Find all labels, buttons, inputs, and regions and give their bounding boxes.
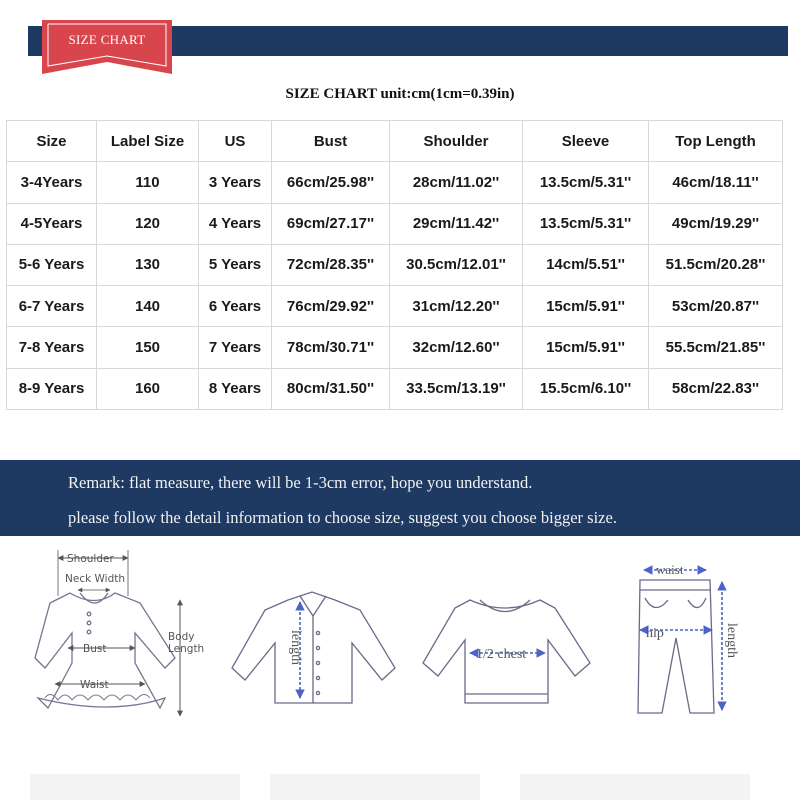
- column-header: Shoulder: [390, 121, 523, 162]
- column-header: Size: [7, 121, 97, 162]
- remark-advice-text: please follow the detail information to choose size, suggest you choose bigger size.: [68, 508, 617, 527]
- table-cell: 51.5cm/20.28'': [649, 244, 783, 285]
- table-cell: 55.5cm/21.85'': [649, 327, 783, 368]
- table-cell: 66cm/25.98'': [272, 162, 390, 203]
- table-cell: 6-7 Years: [7, 286, 97, 327]
- table-cell: 160: [97, 368, 199, 409]
- table-cell: 46cm/18.11'': [649, 162, 783, 203]
- table-cell: 78cm/30.71'': [272, 327, 390, 368]
- table-cell: 29cm/11.42'': [390, 203, 523, 244]
- badge-label: SIZE CHART: [68, 32, 146, 47]
- table-cell: 31cm/12.20'': [390, 286, 523, 327]
- table-cell: 4-5Years: [7, 203, 97, 244]
- table-row: [7, 327, 783, 368]
- ribbon-shape: [42, 20, 172, 76]
- table-cell: 15.5cm/6.10'': [523, 368, 649, 409]
- shirt-length-label: length: [288, 630, 303, 665]
- pants-diagram: [638, 580, 714, 713]
- table-cell: 13.5cm/5.31'': [523, 162, 649, 203]
- shoulder-label: Shoulder: [67, 553, 114, 565]
- page-title: SIZE CHART unit:cm(1cm=0.39in): [285, 86, 515, 102]
- table-cell: 15cm/5.91'': [523, 327, 649, 368]
- table-cell: 7 Years: [199, 327, 272, 368]
- table-cell: 120: [97, 203, 199, 244]
- measurement-diagrams: [0, 538, 800, 800]
- footer-placeholder: [0, 770, 800, 800]
- column-header: US: [199, 121, 272, 162]
- table-row: [7, 286, 783, 327]
- size-table: [6, 120, 783, 410]
- table-cell: 4 Years: [199, 203, 272, 244]
- table-row: [7, 162, 783, 203]
- size-chart-badge: [42, 20, 172, 76]
- pants-length-label: length: [724, 623, 739, 658]
- table-cell: 3 Years: [199, 162, 272, 203]
- remark-text: Remark: flat measure, there will be 1-3cm error, hope you understand.: [68, 473, 533, 492]
- table-cell: 5-6 Years: [7, 244, 97, 285]
- body-length-label: Body: [168, 631, 195, 643]
- table-body: [7, 121, 783, 410]
- table-cell: 58cm/22.83'': [649, 368, 783, 409]
- table-cell: 80cm/31.50'': [272, 368, 390, 409]
- table-row: [7, 203, 783, 244]
- table-cell: 28cm/11.02'': [390, 162, 523, 203]
- table-cell: 15cm/5.91'': [523, 286, 649, 327]
- table-cell: 76cm/29.92'': [272, 286, 390, 327]
- column-header: Sleeve: [523, 121, 649, 162]
- table-cell: 5 Years: [199, 244, 272, 285]
- table-row: [7, 368, 783, 409]
- table-cell: 49cm/19.29'': [649, 203, 783, 244]
- table-cell: 14cm/5.51'': [523, 244, 649, 285]
- table-row: [7, 244, 783, 285]
- table-cell: 140: [97, 286, 199, 327]
- table-cell: 13.5cm/5.31'': [523, 203, 649, 244]
- table-cell: 110: [97, 162, 199, 203]
- column-header: Top Length: [649, 121, 783, 162]
- table-cell: 7-8 Years: [7, 327, 97, 368]
- chest-label: 1/2 chest: [476, 647, 527, 662]
- column-header: Bust: [272, 121, 390, 162]
- table-cell: 53cm/20.87'': [649, 286, 783, 327]
- table-header-row: [7, 121, 783, 162]
- table-cell: 3-4Years: [7, 162, 97, 203]
- neck-width-label: Neck Width: [65, 573, 126, 585]
- table-cell: 69cm/27.17'': [272, 203, 390, 244]
- table-cell: 8 Years: [199, 368, 272, 409]
- table-cell: 150: [97, 327, 199, 368]
- table-cell: 72cm/28.35'': [272, 244, 390, 285]
- body-length-label-2: Length: [168, 643, 205, 655]
- shirt-diagram: [232, 592, 395, 703]
- table-cell: 8-9 Years: [7, 368, 97, 409]
- table-cell: 30.5cm/12.01'': [390, 244, 523, 285]
- table-cell: 32cm/12.60'': [390, 327, 523, 368]
- hip-label: hip: [646, 626, 664, 641]
- pants-waist-label: waist: [656, 562, 684, 577]
- table-cell: 130: [97, 244, 199, 285]
- column-header: Label Size: [97, 121, 199, 162]
- table-cell: 6 Years: [199, 286, 272, 327]
- bust-label: Bust: [83, 643, 107, 655]
- waist-label: Waist: [80, 679, 109, 691]
- table-cell: 33.5cm/13.19'': [390, 368, 523, 409]
